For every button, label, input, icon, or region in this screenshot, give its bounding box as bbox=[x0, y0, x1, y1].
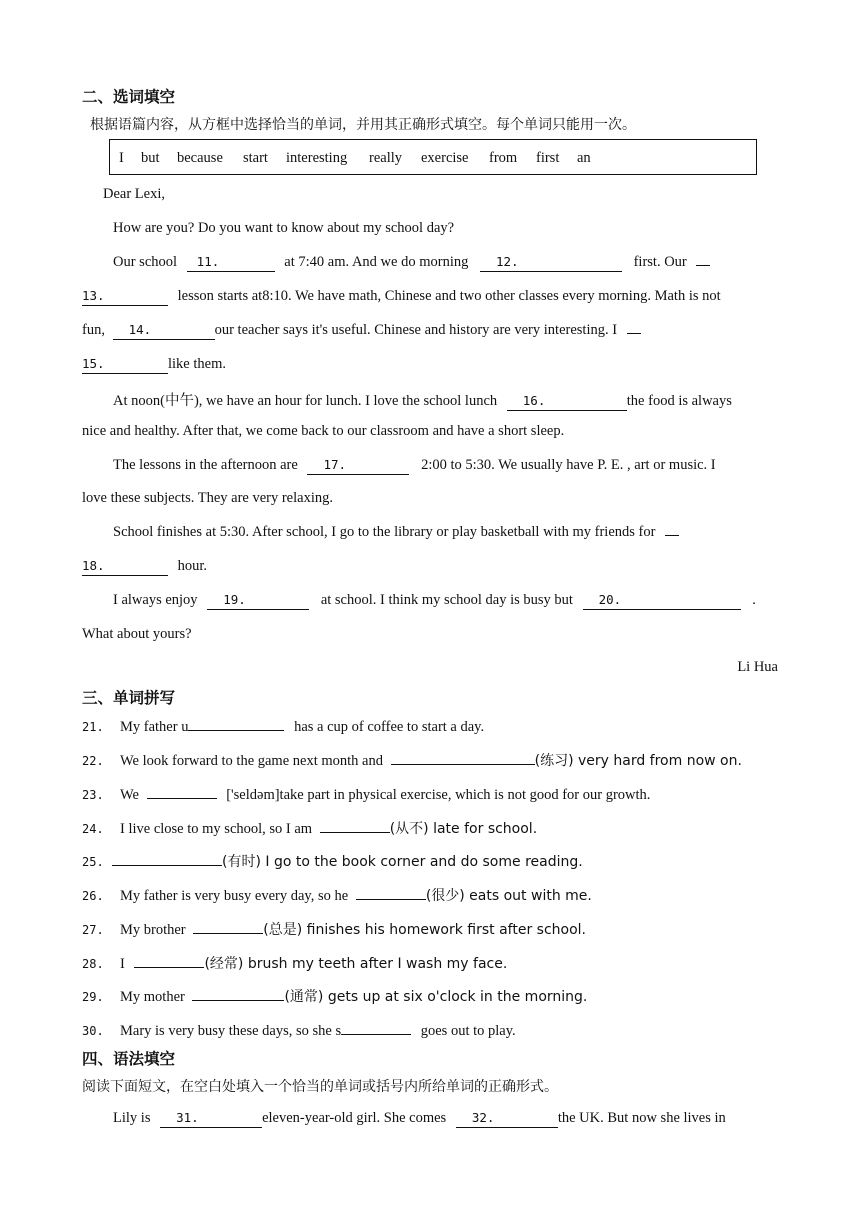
question-text: My father u bbox=[120, 719, 189, 735]
question-number: 25. bbox=[82, 855, 104, 869]
text-run: hour. bbox=[177, 558, 208, 574]
blank-16[interactable] bbox=[507, 394, 627, 411]
word-bank-item: but bbox=[141, 150, 160, 166]
question-text: My father is very busy every day, so he bbox=[120, 888, 349, 904]
paragraph-line bbox=[82, 288, 721, 306]
paragraph-line bbox=[113, 592, 756, 610]
blank-number: 17. bbox=[323, 457, 347, 472]
question-text: (总是) finishes his homework first after school. bbox=[263, 922, 586, 938]
text-run: The lessons in the afternoon are bbox=[113, 457, 298, 473]
word-bank-item: because bbox=[177, 150, 223, 166]
text-run: Our school bbox=[113, 254, 178, 270]
question-text: (经常) brush my teeth after I wash my face. bbox=[204, 956, 508, 972]
paragraph-text: love these subjects. They are very relaxing. bbox=[82, 490, 333, 506]
blank-number: 16. bbox=[522, 393, 546, 408]
question-text: My mother bbox=[120, 989, 185, 1005]
question-item bbox=[82, 716, 484, 736]
word-bank-box bbox=[109, 139, 757, 175]
text-run: lesson starts at8:10. We have math, Chinese and two other classes every morning. Math is not bbox=[177, 288, 721, 304]
text-run: fun, bbox=[82, 322, 105, 338]
answer-blank[interactable] bbox=[147, 784, 217, 799]
paragraph-line bbox=[113, 457, 716, 475]
blank-19[interactable] bbox=[207, 593, 309, 610]
section-heading: 二、选词填空 bbox=[82, 88, 176, 106]
word-bank-item: first bbox=[536, 150, 560, 166]
blank-20[interactable] bbox=[583, 593, 741, 610]
word-bank-item: exercise bbox=[421, 150, 469, 166]
answer-blank[interactable] bbox=[193, 919, 263, 934]
question-number: 22. bbox=[82, 754, 104, 768]
question-text: I live close to my school, so I am bbox=[120, 821, 313, 837]
question-number: 29. bbox=[82, 990, 104, 1004]
text-run: 2:00 to 5:30. We usually have P. E. , art or music. I bbox=[421, 457, 716, 473]
blank-number: 13. bbox=[82, 288, 105, 303]
letter-signature: Li Hua bbox=[737, 659, 778, 675]
paragraph-text: How are you? Do you want to know about my school day? bbox=[113, 220, 455, 236]
text-run: the UK. But now she lives in bbox=[557, 1110, 726, 1126]
blank-12[interactable] bbox=[480, 255, 622, 272]
question-text: (有时) I go to the book corner and do some reading. bbox=[222, 854, 583, 870]
question-item bbox=[82, 885, 592, 905]
blank-13-start[interactable] bbox=[696, 265, 710, 266]
blank-32[interactable] bbox=[456, 1111, 558, 1128]
text-run: at school. I think my school day is busy but bbox=[320, 592, 573, 608]
answer-blank[interactable] bbox=[341, 1020, 411, 1035]
text-run: at 7:40 am. And we do morning bbox=[284, 254, 469, 270]
blank-13[interactable] bbox=[82, 289, 168, 306]
section-heading: 三、单词拼写 bbox=[82, 689, 176, 707]
question-text: has a cup of coffee to start a day. bbox=[294, 719, 485, 735]
word-bank-item: an bbox=[577, 150, 591, 166]
blank-17[interactable] bbox=[307, 458, 409, 475]
question-number: 27. bbox=[82, 923, 104, 937]
answer-blank[interactable] bbox=[134, 953, 204, 968]
question-item bbox=[82, 986, 587, 1006]
paragraph-line bbox=[82, 322, 641, 340]
word-bank-item: interesting bbox=[286, 150, 348, 166]
blank-number: 32. bbox=[471, 1110, 495, 1125]
word-bank-item: from bbox=[489, 150, 518, 166]
question-item bbox=[82, 851, 583, 871]
blank-15[interactable] bbox=[82, 357, 168, 374]
blank-number: 20. bbox=[598, 592, 622, 607]
paragraph-line bbox=[113, 254, 710, 272]
blank-15-start[interactable] bbox=[627, 333, 641, 334]
section-instruction: 阅读下面短文，在空白处填入一个恰当的单词或括号内所给单词的正确形式。 bbox=[82, 1079, 558, 1095]
text-run: School finishes at 5:30. After school, I go to the library or play basketball with my friends for bbox=[113, 524, 656, 540]
word-bank-item: I bbox=[119, 150, 124, 166]
question-number: 23. bbox=[82, 788, 104, 802]
question-text: My brother bbox=[120, 922, 186, 938]
question-number: 30. bbox=[82, 1024, 104, 1038]
question-text: (从不) late for school. bbox=[389, 821, 538, 837]
question-text: I bbox=[120, 956, 125, 972]
blank-number: 11. bbox=[196, 254, 220, 269]
question-item bbox=[82, 953, 507, 973]
paragraph-line bbox=[82, 558, 207, 576]
text-run: . bbox=[752, 592, 756, 608]
answer-blank[interactable] bbox=[192, 986, 284, 1001]
question-item bbox=[82, 919, 586, 939]
question-text: We bbox=[120, 787, 139, 803]
paragraph-line bbox=[113, 1110, 726, 1128]
paragraph-line bbox=[82, 356, 226, 374]
blank-number: 15. bbox=[82, 356, 105, 371]
section-heading: 四、语法填空 bbox=[82, 1050, 176, 1068]
text-run: I always enjoy bbox=[113, 592, 198, 608]
paragraph-line bbox=[113, 389, 732, 411]
question-text: (很少) eats out with me. bbox=[425, 888, 592, 904]
word-bank-item: start bbox=[243, 150, 268, 166]
text-run: Lily is bbox=[113, 1110, 151, 1126]
question-item bbox=[82, 818, 537, 838]
text-run: like them. bbox=[168, 356, 226, 372]
question-text: ['seldəm]take part in physical exercise, which is not good for our growth. bbox=[226, 787, 651, 803]
blank-11[interactable] bbox=[187, 255, 275, 272]
text-run: first. Our bbox=[633, 254, 687, 270]
blank-18-start[interactable] bbox=[665, 535, 679, 536]
question-item bbox=[82, 1020, 516, 1040]
question-item bbox=[82, 784, 650, 804]
question-number: 21. bbox=[82, 720, 104, 734]
blank-number: 31. bbox=[176, 1110, 199, 1125]
blank-number: 12. bbox=[495, 254, 519, 269]
paragraph-line bbox=[113, 524, 679, 541]
text-run: our teacher says it's useful. Chinese and history are very interesting. I bbox=[214, 322, 618, 338]
answer-blank[interactable] bbox=[356, 885, 426, 900]
blank-number: 18. bbox=[82, 558, 105, 573]
text-run: eleven-year-old girl. She comes bbox=[262, 1110, 447, 1126]
answer-blank[interactable] bbox=[320, 818, 390, 833]
question-number: 28. bbox=[82, 957, 104, 971]
text-run: the food is always bbox=[626, 393, 732, 409]
blank-number: 14. bbox=[128, 322, 152, 337]
paragraph-text: nice and healthy. After that, we come back to our classroom and have a short sleep. bbox=[82, 423, 565, 439]
question-text: (通常) gets up at six o'clock in the morning. bbox=[284, 989, 588, 1005]
question-number: 24. bbox=[82, 822, 104, 836]
question-text: We look forward to the game next month and bbox=[120, 753, 383, 769]
word-bank-item: really bbox=[369, 150, 403, 166]
answer-blank[interactable] bbox=[391, 750, 535, 765]
answer-blank[interactable] bbox=[188, 716, 284, 731]
letter-greeting: Dear Lexi, bbox=[103, 186, 165, 202]
blank-18[interactable] bbox=[82, 559, 168, 576]
answer-blank[interactable] bbox=[112, 851, 222, 866]
text-run: At noon(中午), we have an hour for lunch. I love the school lunch bbox=[113, 393, 498, 409]
question-text: Mary is very busy these days, so she s bbox=[120, 1023, 342, 1039]
question-text: (练习) very hard from now on. bbox=[534, 753, 742, 769]
paragraph-text: What about yours? bbox=[82, 626, 192, 642]
blank-31[interactable] bbox=[160, 1111, 262, 1128]
blank-14[interactable] bbox=[113, 323, 215, 340]
blank-number: 19. bbox=[223, 592, 246, 607]
question-item bbox=[82, 750, 742, 770]
question-text: goes out to play. bbox=[420, 1023, 516, 1039]
question-number: 26. bbox=[82, 889, 104, 903]
section-instruction: 根据语篇内容，从方框中选择恰当的单词，并用其正确形式填空。每个单词只能用一次。 bbox=[90, 117, 636, 133]
